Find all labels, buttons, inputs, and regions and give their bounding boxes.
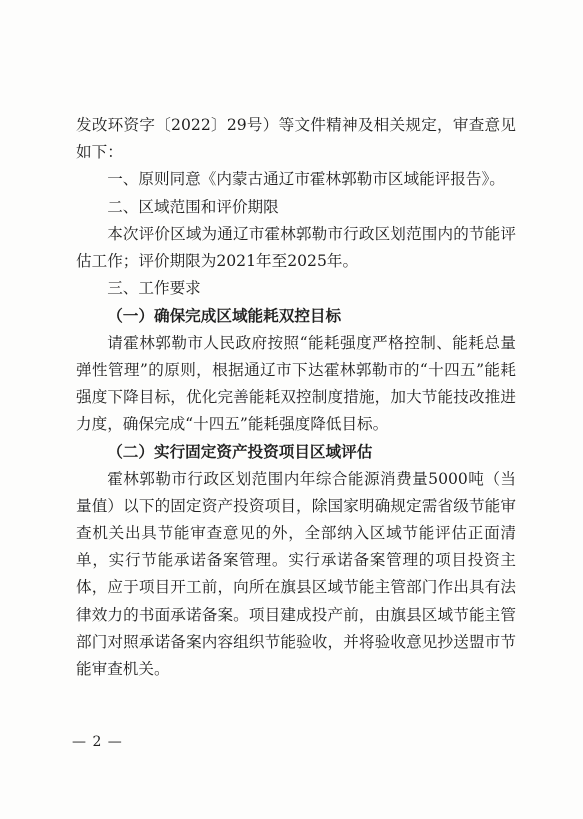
section-three-heading: 三、工作要求	[107, 279, 201, 298]
paragraph-investment-evaluation: 霍林郭勒市行政区划范围内年综合能源消费量5000吨（当量值）以下的固定资产投资项目，除国家明确规定需省级节能审查机关出具节能审查意见的外，全部纳入区域节能评估正面清单，实行节能承诺备案管理。实行承诺备案管理的项目投资主体，应于项目开工前，向所在旗县区域节能主管部门作出具有法律效力的书面承诺备案。项目建成投产前，由旗县区域节能主管部门对照承诺备案内容组织节能验收，并将验收意见抄送盟市节能审查机关。	[76, 469, 516, 679]
section-one-heading: 一、原则同意《内蒙古通辽市霍林郭勒市区域能评报告》。	[107, 170, 505, 189]
section-two-heading: 二、区域范围和评价期限	[107, 197, 279, 216]
page-number: — 2 —	[72, 734, 123, 750]
subsection-one-heading: （一）确保完成区域能耗双控目标	[107, 306, 342, 326]
document-body	[76, 112, 516, 683]
subsection-two-heading: （二）实行固定资产投资项目区域评估	[107, 442, 373, 462]
paragraph-energy-control: 请霍林郭勒市人民政府按照“能耗强度严格控制、能耗总量弹性管理”的原则，根据通辽市下达霍林郭勒市的“十四五”能耗强度下降目标，优化完善能耗双控制度措施，加大节能技改推进力度，确保完成“十四五”能耗强度降低目标。	[76, 333, 516, 434]
paragraph-continuation: 发改环资字〔2022〕29号）等文件精神及相关规定，审查意见如下：	[76, 116, 516, 162]
paragraph-evaluation-scope: 本次评价区域为通辽市霍林郭勒市行政区划范围内的节能评估工作；评价期限为2021年至2025年。	[76, 224, 516, 271]
